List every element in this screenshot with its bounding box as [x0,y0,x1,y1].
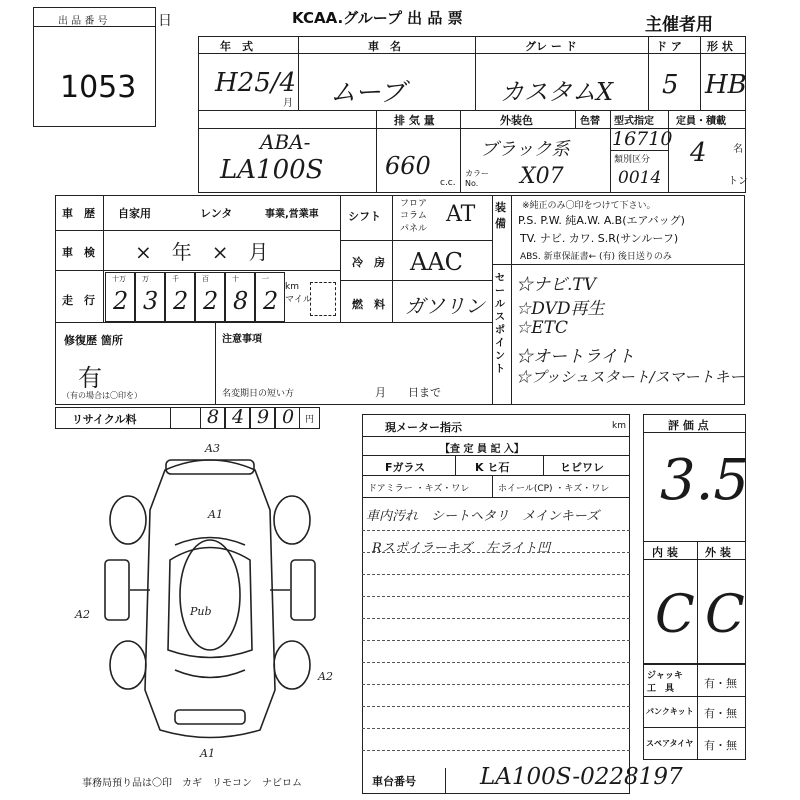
interior-label: 内 装 [652,546,678,559]
mileage-digit: 3 [143,287,159,315]
mileage-digit: 2 [203,287,219,315]
mileage-digit-cell [105,272,135,322]
ruled-line [362,530,630,531]
color-no-label: カラー No. [465,169,489,188]
lot-number: 1053 [60,70,137,105]
chassis-number-label: 車台番号 [372,775,416,788]
lot-number-label: 出 品 番 号 [58,16,108,27]
grade-label: グレ ー ド [525,40,577,53]
capacity-value: 4 [690,138,707,168]
chassis-number-value: LA100S-0228197 [480,764,683,790]
usage-option-private: 自家用 [118,207,151,220]
wheel-label: ホイール(CP) ・キズ・ワレ [498,484,610,494]
diagram-mark-a1-rear: A1 [200,747,215,760]
chassis-model-value: LA100S [220,155,324,185]
inspection-label: 車 検 [62,246,95,259]
cooling-label: 冷 房 [352,256,385,269]
mileage-label: 走 行 [62,294,95,307]
puncture-kit-value: 有・無 [704,707,737,720]
spec-no-value: 16710 [612,128,673,150]
fuel-label: 燃 料 [352,298,385,311]
mileage-digit: 2 [173,287,189,315]
mileage-digit: 8 [233,287,249,315]
sales-point-5: ☆プッシュスタート/スマートキー [516,368,745,386]
repair-label: 修復歴 箇所 [64,334,123,347]
year-label: 年 式 [220,40,253,53]
recycle-digit-cell [200,407,225,429]
sales-point-2: ☆DVD再生 [516,299,605,319]
diagram-mark-a2-right: A2 [318,670,333,683]
f-glass-label: Fガラス [385,461,426,474]
mileage-digit: 2 [263,287,279,315]
equipment-line-1: P.S. P.W. 純A.W. A.B(エアバッグ) [518,214,685,227]
color-change-label: 色替 [580,116,600,127]
body-type-value: HB [705,70,747,100]
year-suffix: 月 [283,98,293,109]
model-code-value: ABA- [260,130,311,154]
mileage-extra-box [310,282,336,316]
jack-label: ジャッキ 工 具 [647,671,683,694]
equipment-line-2: TV. ナビ. カワ. S.R(サンルーフ) [520,232,679,245]
ruled-line [362,684,630,685]
cooling-value: AAC [410,248,464,276]
mileage-digit-cell [195,272,225,322]
class-label: 類別区分 [614,155,651,165]
usage-option-business: 事業,営業車 [265,209,319,220]
mileage-digit: 2 [113,287,129,315]
capacity-label: 定員・積載 [676,116,726,127]
history-label: 車 歴 [62,207,95,220]
mileage-place-label: 一 [262,275,269,283]
notes-label: 注意事項 [222,334,262,345]
exterior-score: C [705,585,745,645]
shift-label: シフト [348,210,381,223]
type-label: 形 状 [707,40,733,53]
year-value: H25/4 [215,68,297,98]
interior-score: C [655,585,695,645]
mileage-digit-cell [135,272,165,322]
fuel-value: ガソリン [405,294,485,318]
ruled-line [362,552,630,553]
door-mirror-label: ドアミラー ・キズ・ワレ [368,484,470,494]
diagram-mark-a1-front: A1 [208,508,223,521]
mileage-digit-cell [165,272,195,322]
mileage-place-label: 万 [142,275,149,283]
mileage-place-label: 十万 [112,275,126,283]
organizer-stamp: 主催者用 [645,15,713,35]
shift-option-column: コラム [400,211,427,221]
name-change-deadline: 名変期日の短い方 [222,389,295,399]
recycle-digit-cell [275,407,300,429]
mileage-digit-cell [255,272,285,322]
color-no-value: X07 [520,164,564,189]
car-name-value: ムーブ [330,78,406,108]
color-value: ブラック系 [480,139,570,160]
equipment-label: 装 備 [495,201,517,230]
shift-value: AT [446,202,476,227]
repair-hint: （有の場合は〇印を） [62,391,142,400]
repair-value: 有 [78,364,102,392]
meter-label: 現メーター指示 [385,421,462,434]
recycle-digit: 8 [207,406,220,428]
ruled-line [362,662,630,663]
spare-tire-label: スペアタイヤ [646,739,694,748]
sales-points-label: セールスポイント [495,273,505,375]
crack-label: ヒビワレ [560,461,604,474]
recycle-digit: 9 [257,406,270,428]
exterior-color-label: 外装色 [500,114,533,127]
jack-value: 有・無 [704,677,737,690]
ruled-line [362,750,630,751]
inspector-header: 【査 定 員 記 入】 [440,444,524,455]
sales-point-4: ☆オートライト [516,347,635,367]
recycle-unit: 円 [305,415,315,425]
puncture-kit-label: パンクキット [646,707,694,716]
recycle-digit-cell [250,407,275,429]
recycle-digit: 0 [282,406,295,428]
car-damage-diagram [70,440,350,760]
displacement-value: 660 [385,152,431,180]
inspector-comment-2: Rスポイラーキズ 左ライト凹 [372,541,551,556]
name-label: 車 名 [368,40,401,53]
mileage-place-label: 十 [232,275,239,283]
persons-unit: 名 [733,144,743,155]
ruled-line [362,706,630,707]
km-unit: km マイル [285,282,312,305]
inspector-comment-1: 車内汚れ シートヘタリ メインキーズ [366,509,600,524]
grade-value: カスタムX [500,78,614,106]
shift-option-floor: フロア [400,199,428,209]
ton-unit: トン [728,176,748,187]
day-mark: 日 [158,13,172,29]
exterior-label: 外 装 [705,546,731,559]
sales-point-1: ☆ナビ.TV [516,275,597,295]
diagram-mark-a3: A3 [205,442,220,455]
score-value: 3.5 [660,448,750,513]
diagram-mark-pub: Pub [190,605,212,618]
office-note: 事務局預り品は〇印 カギ リモコン ナビロム [82,778,302,789]
inspection-value: × 年 × 月 [135,240,269,264]
shift-option-panel: パネル [400,224,428,234]
class-no-value: 0014 [618,168,662,188]
deadline-suffix: 月 日まで [375,386,441,399]
mileage-digit-cell [225,272,255,322]
ruled-line [362,728,630,729]
score-label: 評 価 点 [668,419,709,432]
mileage-place-label: 千 [172,275,179,283]
ruled-line [362,640,630,641]
ruled-line [362,596,630,597]
ruled-line [362,618,630,619]
equipment-header: ※純正のみ〇印をつけて下さい。 [522,201,656,211]
recycle-label: リサイクル料 [72,413,137,426]
equipment-line-3: ABS. 新車保証書← (有) 後日送りのみ [520,252,672,262]
ruled-line [362,574,630,575]
spare-tire-value: 有・無 [704,739,737,752]
doors-label: ド ア [656,40,682,53]
usage-option-rental: レンタ [200,207,233,220]
engine-volume-label: 排 気 量 [394,114,435,127]
cc-unit: c.c. [440,178,456,188]
org-title: KCAA.グループ 出 品 票 [292,9,463,27]
diagram-mark-a2-left: A2 [75,608,90,621]
recycle-digit-cell [225,407,250,429]
mileage-place-label: 百 [202,275,209,283]
chip-label: K ヒ石 [475,461,510,474]
doors-value: 5 [662,70,679,100]
model-spec-label: 型式指定 [614,116,654,127]
sales-point-3: ☆ETC [516,318,568,338]
recycle-digit: 4 [232,406,245,428]
meter-unit: km [612,421,626,431]
